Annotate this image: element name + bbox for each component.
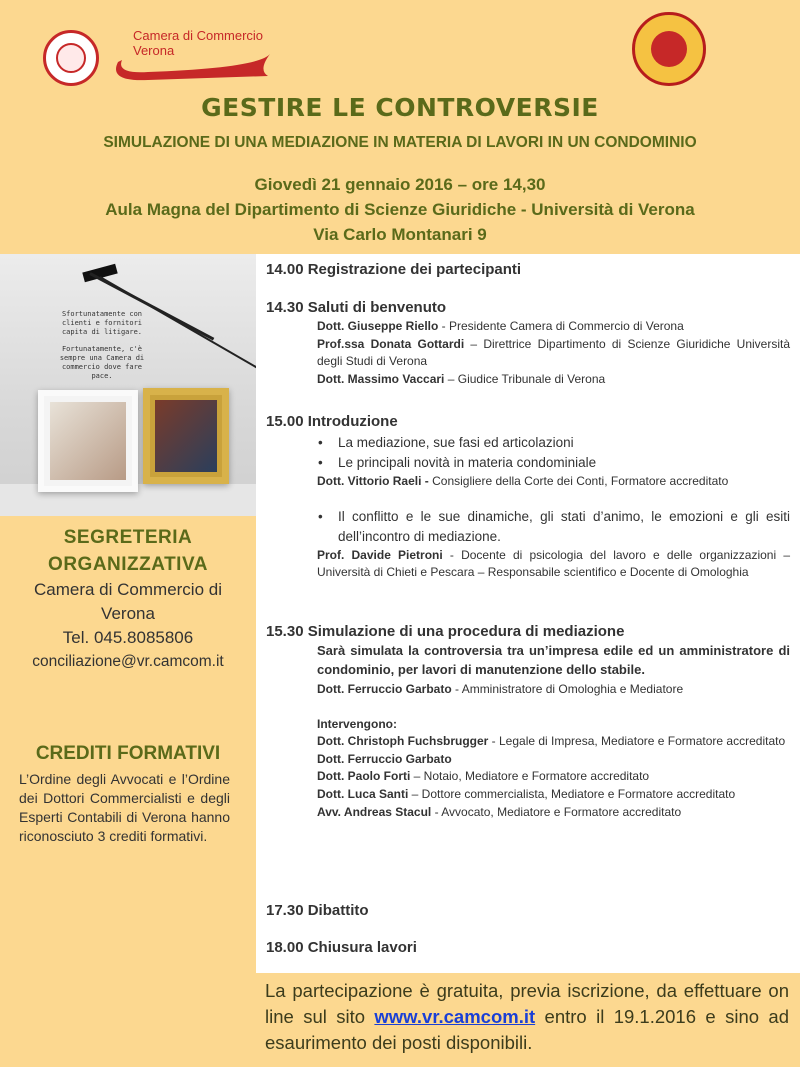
program-item: 18.00 Chiusura lavori	[266, 939, 417, 956]
chamber-name-logo: Camera di Commercio Verona	[133, 28, 264, 58]
program-item: 15.30 Simulazione di una procedura di mediazione Sarà simulata la controversia tra un’impresa edile ed un amministratore di condominio, per lavori di manutenzione dello stabile. Dott. Ferruccio Garbato - Amministratore di Omologhia e Mediatore Intervengono: Dott. Christoph Fuchsbrugger - Legale di Impresa, Mediatore e Formatore accreditato Dott. Ferruccio Garbato Dott. Paolo Forti – Notaio, Mediatore e Formatore accreditato Dott. Luca Santi – Dottore commercialista, Mediatore e Formatore accreditato Avv. Andreas Stacul - Avvocato, Mediatore e Formatore accreditato	[266, 623, 790, 819]
email-address[interactable]: conciliazione@vr.camcom.it	[32, 653, 224, 670]
event-venue: Aula Magna del Dipartimento di Scienze Giuridiche - Università di Verona	[105, 200, 695, 219]
secretariat-block: SEGRETERIA ORGANIZZATIVA Camera di Commercio di Verona Tel. 045.8085806 conciliazione@vr.camcom.it	[0, 524, 256, 674]
phone-number: Tel. 045.8085806	[62, 628, 194, 647]
photo-caption: Sfortunatamente con clienti e fornitori capita di litigare. Fortunatamente, c'è sempre una Camera di commercio dove fare pace.	[59, 310, 145, 380]
program-item: 14.30 Saluti di benvenuto Dott. Giuseppe Riello - Presidente Camera di Commercio di Verona Prof.ssa Donata Gottardi – Direttrice Dipartimento di Scienze Giuridiche Università degli Studi di Verona Dott. Massimo Vaccari – Giudice Tribunale di Verona	[266, 299, 791, 386]
promo-photo	[0, 254, 256, 516]
program-item: 15.00 Introduzione • La mediazione, sue fasi ed articolazioni • Le principali novità in materia condominiale Dott. Vittorio Raeli - Consigliere della Corte dei Conti, Formatore accreditato • Il conflitto e le sue dinamiche, gli stati d’animo, le emozioni e gli esiti dell’incontro di mediazione. Prof. Davide Pietroni - Docente di psicologia del lavoro e delle organizzazioni – Università di Chieti e Pescara – Responsabile scientifico e Docente di Omologhia	[266, 413, 790, 582]
event-subtitle: SIMULAZIONE DI UNA MEDIAZIONE IN MATERIA DI LAVORI IN UN CONDOMINIO	[103, 134, 697, 151]
event-date: Giovedì 21 gennaio 2016 – ore 14,30	[254, 175, 546, 194]
chamber-swoosh-logo	[108, 42, 278, 84]
program-item: 14.00 Registrazione dei partecipanti	[266, 261, 522, 278]
event-title: GESTIRE LE CONTROVERSIE	[201, 93, 599, 122]
program-item: 17.30 Dibattito	[266, 902, 369, 919]
credits-text: L’Ordine degli Avvocati e l’Ordine dei Dottori Commercialisti e degli Esperti Contabili di Verona hanno riconosciuto 3 crediti formativi.	[19, 771, 230, 844]
event-address: Via Carlo Montanari 9	[313, 225, 487, 244]
registration-note: La partecipazione è gratuita, previa iscrizione, da effettuare on line sul sito www.vr.camcom.it entro il 19.1.2016 e sino ad esaurimento dei posti disponibili.	[265, 980, 789, 1053]
program-panel	[256, 254, 800, 973]
website-link[interactable]: www.vr.camcom.it	[374, 1006, 536, 1027]
event-details	[0, 172, 800, 247]
university-seal-logo	[632, 12, 706, 86]
credits-heading: CREDITI FORMATIVI	[35, 743, 221, 764]
chamber-seal-logo	[43, 30, 99, 86]
